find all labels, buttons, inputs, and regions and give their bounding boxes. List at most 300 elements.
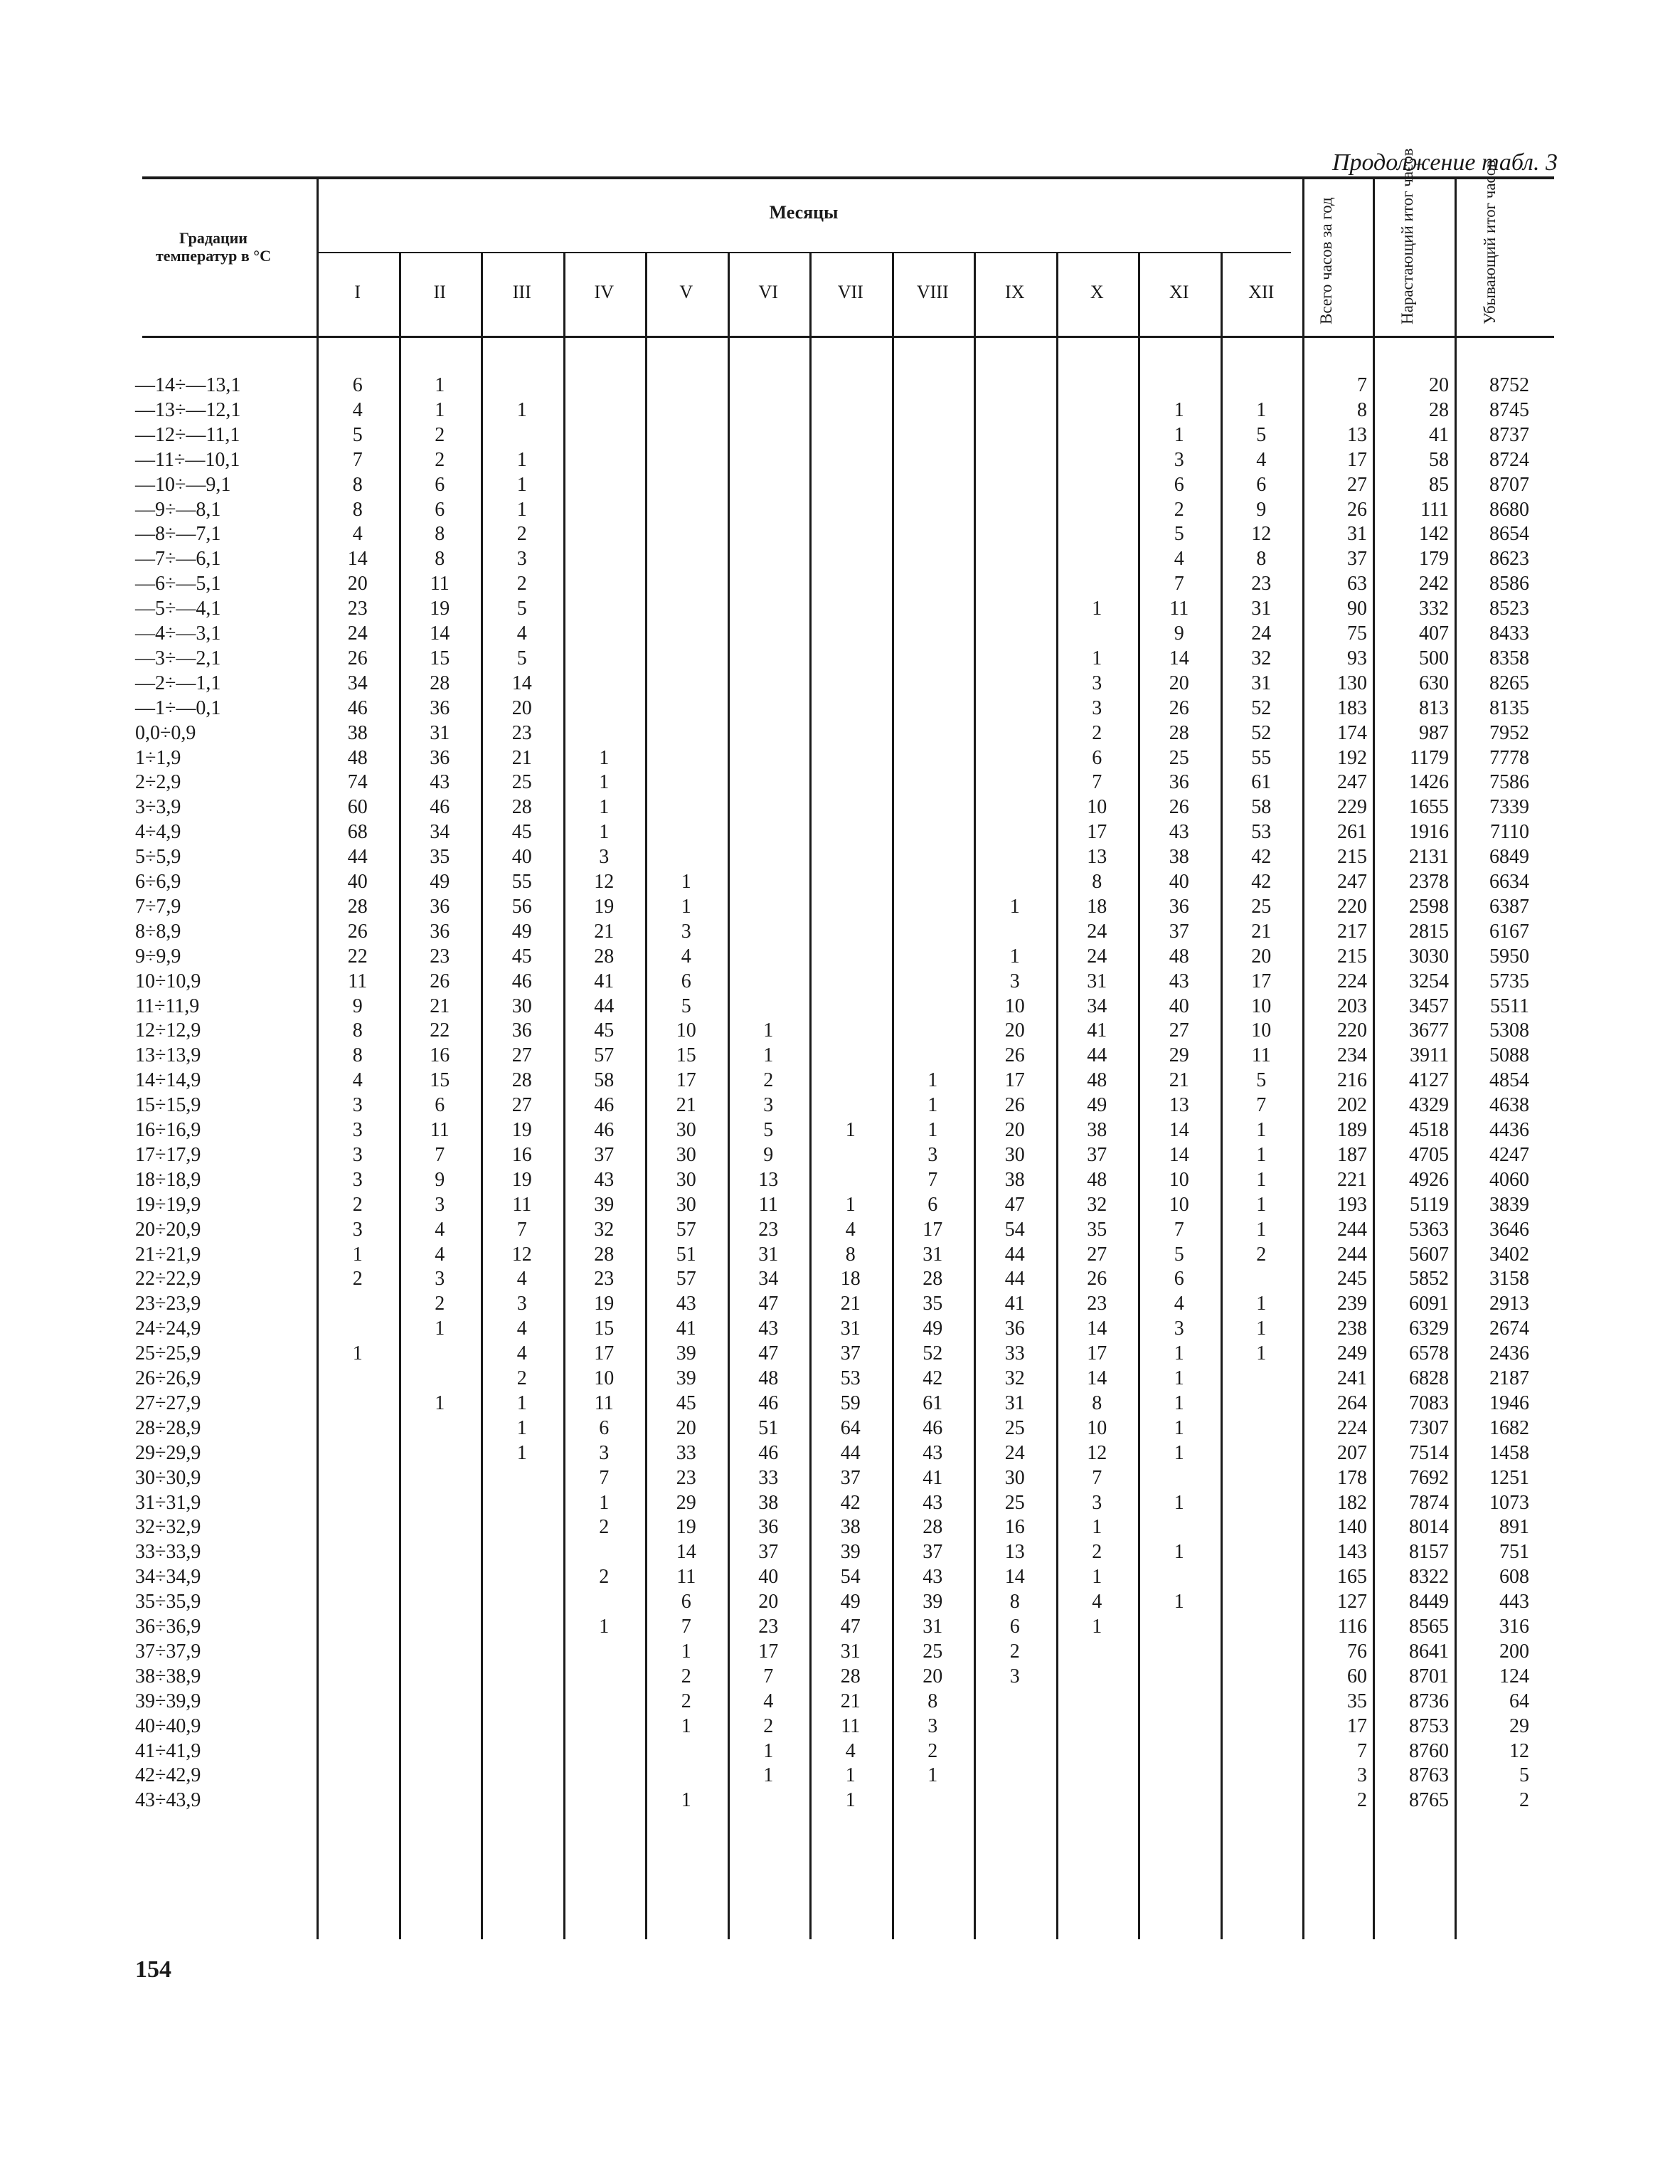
month-cell: 6 [681,1591,691,1613]
decreasing-cell: 1682 [1489,1416,1529,1439]
column-rule [317,179,319,1939]
cumulative-cell: 7692 [1409,1466,1449,1489]
month-cell: 1 [1174,1591,1184,1613]
total-hours-cell: 245 [1337,1268,1367,1290]
total-hours-cell: 76 [1347,1640,1367,1663]
gradation-cell: 17÷17,9 [135,1143,201,1166]
cumulative-cell: 5852 [1409,1268,1449,1290]
month-cell: 19 [676,1516,696,1539]
total-hours-cell: 63 [1347,573,1367,595]
month-cell: 1 [763,1764,774,1787]
total-hours-cell: 207 [1337,1441,1367,1464]
month-cell: 1 [1092,1566,1102,1589]
month-cell: 27 [1169,1019,1189,1042]
month-cell: 12 [1251,523,1272,546]
month-cell: 7 [681,1616,691,1638]
month-cell: 5 [1256,423,1267,446]
gradation-cell: 41÷41,9 [135,1739,201,1762]
month-cell: 17 [594,1342,615,1365]
month-cell: 21 [1169,1069,1189,1092]
month-cell: 20 [923,1665,943,1687]
month-cell: 1 [599,796,610,819]
month-header: VII [837,282,863,302]
month-cell: 26 [347,920,368,943]
month-cell: 25 [1251,895,1272,918]
month-cell: 1 [599,1616,610,1638]
month-cell: 51 [676,1243,696,1266]
month-header: III [512,282,531,302]
month-cell: 1 [681,1714,691,1737]
month-cell: 8 [1092,871,1102,893]
month-cell: 39 [676,1342,696,1365]
month-cell: 31 [1251,598,1272,620]
total-hours-cell: 244 [1337,1243,1367,1266]
month-cell: 38 [1087,1119,1107,1141]
month-cell: 45 [511,821,532,844]
gradation-cell: 22÷22,9 [135,1268,201,1290]
gradation-cell: 32÷32,9 [135,1516,201,1539]
column-rule [645,253,647,1939]
month-cell: 7 [1256,1094,1267,1117]
month-cell: 37 [840,1342,861,1365]
month-cell: 1 [599,821,610,844]
decreasing-cell: 124 [1499,1665,1529,1687]
month-cell: 14 [511,672,532,694]
month-cell: 1 [1092,598,1102,620]
month-cell: 2 [435,448,445,471]
month-cell: 41 [1087,1019,1107,1042]
total-hours-cell: 241 [1337,1367,1367,1389]
month-cell: 34 [758,1268,779,1290]
month-cell: 51 [758,1416,779,1439]
decreasing-cell: 8737 [1489,423,1529,446]
month-cell: 10 [1087,796,1107,819]
month-header: VI [758,282,778,302]
month-cell: 28 [347,895,368,918]
month-cell: 32 [1087,1193,1107,1216]
decreasing-cell: 5308 [1489,1019,1529,1042]
month-cell: 24 [1087,920,1107,943]
total-hours-cell: 37 [1347,548,1367,571]
month-cell: 42 [923,1367,943,1389]
gradation-cell: 37÷37,9 [135,1640,201,1663]
decreasing-cell: 5 [1519,1764,1529,1787]
month-cell: 1 [1174,398,1184,421]
month-cell: 1 [352,1243,363,1266]
month-cell: 3 [599,1441,610,1464]
month-cell: 16 [511,1143,532,1166]
month-cell: 4 [1174,1293,1184,1315]
month-cell: 40 [511,846,532,869]
month-cell: 1 [927,1069,938,1092]
month-cell: 27 [511,1044,532,1067]
gradation-cell: 9÷9,9 [135,945,181,968]
month-cell: 26 [1087,1268,1107,1290]
month-cell: 3 [1009,970,1020,992]
decreasing-cell: 8433 [1489,622,1529,645]
gradation-cell: —10÷—9,1 [135,473,231,496]
month-cell: 1 [1256,1143,1267,1166]
month-cell: 36 [430,895,450,918]
month-cell: 1 [435,374,445,396]
month-cell: 17 [1087,1342,1107,1365]
month-cell: 31 [1004,1391,1025,1414]
month-cell: 6 [1174,1268,1184,1290]
cumulative-cell: 8014 [1409,1516,1449,1539]
month-header: X [1090,282,1104,302]
month-cell: 22 [430,1019,450,1042]
month-cell: 48 [1169,945,1189,968]
month-cell: 2 [1009,1640,1020,1663]
cumulative-cell: 8565 [1409,1616,1449,1638]
month-cell: 24 [347,622,368,645]
total-hours-cell: 216 [1337,1069,1367,1092]
month-cell: 58 [1251,796,1272,819]
gradation-cell: 5÷5,9 [135,846,181,869]
month-cell: 36 [1169,895,1189,918]
decreasing-cell: 5088 [1489,1044,1529,1067]
gradation-cell: 19÷19,9 [135,1193,201,1216]
cumulative-cell: 630 [1419,672,1449,694]
decreasing-cell: 200 [1499,1640,1529,1663]
gradation-cell: 4÷4,9 [135,821,181,844]
total-hours-cell: 220 [1337,1019,1367,1042]
month-cell: 1 [516,1391,527,1414]
month-cell: 35 [923,1293,943,1315]
month-cell: 52 [923,1342,943,1365]
month-cell: 30 [676,1143,696,1166]
month-cell: 13 [758,1168,779,1191]
month-cell: 10 [1169,1168,1189,1191]
month-cell: 46 [758,1441,779,1464]
month-cell: 11 [841,1714,861,1737]
month-cell: 8 [927,1690,938,1712]
cumulative-cell: 58 [1429,448,1449,471]
gradation-cell: 29÷29,9 [135,1441,201,1464]
gradation-cell: 7÷7,9 [135,895,181,918]
gradation-cell: —3÷—2,1 [135,647,221,669]
month-cell: 36 [430,920,450,943]
month-cell: 28 [923,1268,943,1290]
month-cell: 30 [1004,1466,1025,1489]
decreasing-cell: 3646 [1489,1218,1529,1241]
gradation-cell: 18÷18,9 [135,1168,201,1191]
month-cell: 1 [1256,1342,1267,1365]
month-cell: 14 [676,1541,696,1564]
month-cell: 26 [1004,1044,1025,1067]
gradation-cell: 38÷38,9 [135,1665,201,1687]
month-cell: 61 [923,1391,943,1414]
month-cell: 2 [681,1690,691,1712]
cumulative-cell: 6329 [1409,1318,1449,1340]
month-cell: 14 [1087,1318,1107,1340]
decreasing-cell: 3158 [1489,1268,1529,1290]
cumulative-cell: 3254 [1409,970,1449,992]
month-header: VIII [916,282,949,302]
month-cell: 4 [1174,548,1184,571]
gradation-cell: —6÷—5,1 [135,573,221,595]
gradation-cell: 0,0÷0,9 [135,721,196,744]
month-cell: 1 [1174,1342,1184,1365]
month-cell: 2 [927,1739,938,1762]
month-cell: 2 [435,423,445,446]
gradation-cell: 8÷8,9 [135,920,181,943]
decreasing-cell: 2913 [1489,1293,1529,1315]
cumulative-cell: 7083 [1409,1391,1449,1414]
month-header: IV [594,282,614,302]
total-hours-cell: 183 [1337,696,1367,719]
month-cell: 44 [347,846,368,869]
cumulative-cell: 4127 [1409,1069,1449,1092]
month-cell: 49 [840,1591,861,1613]
decreasing-cell: 6387 [1489,895,1529,918]
cumulative-cell: 4329 [1409,1094,1449,1117]
month-cell: 1 [845,1789,856,1812]
month-cell: 53 [840,1367,861,1389]
month-cell: 30 [676,1193,696,1216]
month-cell: 59 [840,1391,861,1414]
month-cell: 20 [1251,945,1272,968]
month-cell: 6 [927,1193,938,1216]
month-cell: 1 [516,398,527,421]
cumulative-cell: 8641 [1409,1640,1449,1663]
month-cell: 48 [347,746,368,769]
total-hours-cell: 224 [1337,1416,1367,1439]
month-cell: 1 [1174,1441,1184,1464]
months-header: Месяцы [769,202,839,223]
month-cell: 1 [1174,1367,1184,1389]
month-cell: 31 [1087,970,1107,992]
gradation-cell: —14÷—13,1 [135,374,241,396]
gradation-cell: 39÷39,9 [135,1690,201,1712]
decreasing-cell: 443 [1499,1591,1529,1613]
month-cell: 36 [1004,1318,1025,1340]
month-cell: 13 [1169,1094,1189,1117]
month-cell: 57 [594,1044,615,1067]
month-cell: 9 [352,995,363,1017]
decreasing-cell: 5950 [1489,945,1529,968]
month-cell: 27 [1087,1243,1107,1266]
total-hours-cell: 202 [1337,1094,1367,1117]
month-cell: 21 [1251,920,1272,943]
total-hours-cell: 90 [1347,598,1367,620]
cumulative-cell: 8753 [1409,1714,1449,1737]
month-cell: 1 [845,1119,856,1141]
month-cell: 25 [1004,1416,1025,1439]
month-cell: 31 [758,1243,779,1266]
gradation-cell: 3÷3,9 [135,796,181,819]
month-cell: 38 [1169,846,1189,869]
column-rule [1373,179,1375,1939]
month-cell: 1 [599,746,610,769]
month-cell: 53 [1251,821,1272,844]
month-cell: 2 [1092,721,1102,744]
cumulative-cell: 6578 [1409,1342,1449,1365]
month-cell: 1 [1174,1416,1184,1439]
month-cell: 14 [1169,1143,1189,1166]
month-cell: 24 [1004,1441,1025,1464]
total-hours-cell: 17 [1347,1714,1367,1737]
gradation-cell: —8÷—7,1 [135,523,221,546]
total-hours-cell: 7 [1357,374,1367,396]
month-cell: 5 [763,1119,774,1141]
top-rule [142,176,1554,179]
month-cell: 40 [1169,995,1189,1017]
total-hours-cell: 264 [1337,1391,1367,1414]
month-cell: 10 [1251,995,1272,1017]
month-cell: 43 [923,1491,943,1514]
gradation-cell: 16÷16,9 [135,1119,201,1141]
month-cell: 46 [758,1391,779,1414]
month-cell: 11 [348,970,368,992]
month-cell: 40 [347,871,368,893]
gradation-cell: 35÷35,9 [135,1591,201,1613]
decreasing-cell: 3402 [1489,1243,1529,1266]
gradation-cell: 25÷25,9 [135,1342,201,1365]
month-cell: 47 [758,1293,779,1315]
month-cell: 38 [758,1491,779,1514]
month-cell: 24 [1251,622,1272,645]
month-cell: 26 [430,970,450,992]
total-hours-cell: 130 [1337,672,1367,694]
month-cell: 3 [1092,672,1102,694]
month-cell: 46 [923,1416,943,1439]
month-cell: 7 [599,1466,610,1489]
month-cell: 25 [1169,746,1189,769]
month-cell: 43 [1169,821,1189,844]
month-cell: 1 [435,1391,445,1414]
month-cell: 6 [1174,473,1184,496]
month-cell: 1 [1256,1168,1267,1191]
gradation-cell: 30÷30,9 [135,1466,201,1489]
month-cell: 31 [430,721,450,744]
month-cell: 7 [352,448,363,471]
month-cell: 3 [1009,1665,1020,1687]
month-cell: 3 [1174,448,1184,471]
cumulative-cell: 242 [1419,573,1449,595]
decreasing-cell: 8623 [1489,548,1529,571]
cumulative-cell: 407 [1419,622,1449,645]
column-rule [892,253,894,1939]
month-cell: 43 [676,1293,696,1315]
month-cell: 3 [1092,1491,1102,1514]
month-cell: 1 [681,871,691,893]
month-cell: 8 [352,473,363,496]
month-cell: 1 [681,1789,691,1812]
month-cell: 1 [516,498,527,521]
month-cell: 13 [1087,846,1107,869]
month-cell: 19 [430,598,450,620]
month-cell: 7 [1092,1466,1102,1489]
gradation-cell: 20÷20,9 [135,1218,201,1241]
gradation-cell: 13÷13,9 [135,1044,201,1067]
cumulative-cell: 5607 [1409,1243,1449,1266]
month-header: XII [1248,282,1275,302]
month-cell: 26 [347,647,368,669]
cumulative-cell: 6828 [1409,1367,1449,1389]
total-hours-cell: 75 [1347,622,1367,645]
column-rule [974,253,976,1939]
month-cell: 30 [1004,1143,1025,1166]
decreasing-cell: 6634 [1489,871,1529,893]
month-cell: 12 [511,1243,532,1266]
total-hours-cell: 2 [1357,1789,1367,1812]
month-cell: 7 [435,1143,445,1166]
month-cell: 43 [923,1566,943,1589]
month-cell: 21 [840,1293,861,1315]
month-cell: 1 [1092,1516,1102,1539]
month-cell: 61 [1251,771,1272,794]
gradation-cell: 21÷21,9 [135,1243,201,1266]
cumulative-cell: 3030 [1409,945,1449,968]
month-cell: 48 [758,1367,779,1389]
decreasing-cell: 12 [1509,1739,1529,1762]
month-cell: 2 [1092,1541,1102,1564]
total-hours-cell: 3 [1357,1764,1367,1787]
total-hours-cell: 249 [1337,1342,1367,1365]
cumulative-cell: 1179 [1410,746,1449,769]
month-cell: 47 [840,1616,861,1638]
total-hours-cell: 189 [1337,1119,1367,1141]
month-cell: 18 [840,1268,861,1290]
month-cell: 2 [681,1665,691,1687]
month-cell: 10 [594,1367,615,1389]
gradation-cell: 36÷36,9 [135,1616,201,1638]
month-cell: 1 [516,448,527,471]
total-hours-cell: 221 [1337,1168,1367,1191]
month-cell: 48 [1087,1069,1107,1092]
month-cell: 6 [435,1094,445,1117]
month-cell: 5 [1174,1243,1184,1266]
cumulative-cell: 8736 [1409,1690,1449,1712]
month-cell: 20 [347,573,368,595]
decreasing-cell: 8523 [1489,598,1529,620]
month-cell: 33 [758,1466,779,1489]
month-cell: 20 [758,1591,779,1613]
month-cell: 1 [927,1764,938,1787]
decreasing-cell: 2674 [1489,1318,1529,1340]
gradation-cell: 42÷42,9 [135,1764,201,1787]
decreasing-cell: 4436 [1489,1119,1529,1141]
month-cell: 1 [763,1044,774,1067]
month-cell: 1 [599,771,610,794]
decreasing-cell: 1073 [1489,1491,1529,1514]
month-cell: 28 [840,1665,861,1687]
month-cell: 15 [430,647,450,669]
month-cell: 2 [763,1069,774,1092]
month-cell: 8 [1009,1591,1020,1613]
cumulative-cell: 5363 [1409,1218,1449,1241]
month-cell: 38 [1004,1168,1025,1191]
month-cell: 31 [923,1243,943,1266]
total-hours-cell: 35 [1347,1690,1367,1712]
decreasing-cell: 8358 [1489,647,1529,669]
month-cell: 39 [923,1591,943,1613]
decreasing-cell: 751 [1499,1541,1529,1564]
month-cell: 58 [594,1069,615,1092]
month-cell: 46 [430,796,450,819]
month-cell: 20 [1169,672,1189,694]
month-cell: 14 [1004,1566,1025,1589]
cumulative-cell: 7874 [1409,1491,1449,1514]
total-hours-header: Всего часов за год [1317,197,1335,324]
month-cell: 11 [758,1193,778,1216]
month-cell: 1 [763,1019,774,1042]
decreasing-cell: 8745 [1489,398,1529,421]
month-cell: 55 [511,871,532,893]
month-cell: 31 [923,1616,943,1638]
decreasing-cell: 1946 [1489,1391,1529,1414]
